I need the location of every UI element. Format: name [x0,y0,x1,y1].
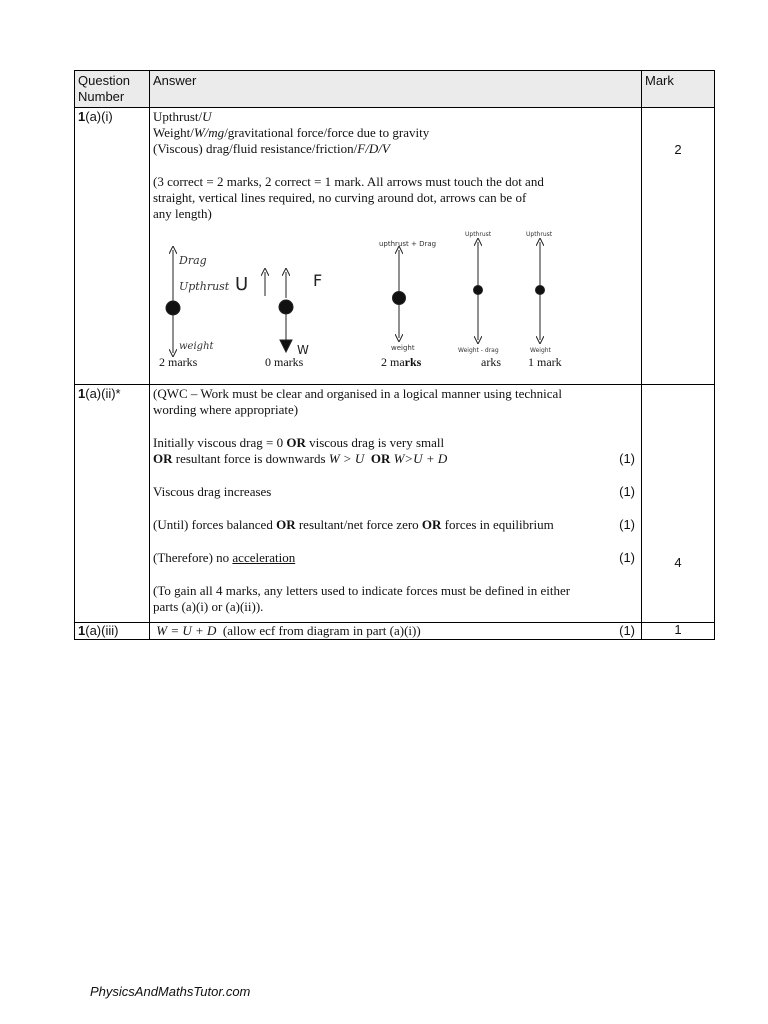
answer-cell: (QWC – Work must be clear and organised in a logical manner using technical wording where appropriate) Initially viscous drag = 0 OR viscous drag is very small OR resultant force is downwards W > U OR W>U + D (1) Viscous drag increases (1) (Until) forces balanced OR resultant/net force zero OR forces in equilibrium (1) (Therefore) no acceleration (1) (To gain all 4 marks, any letters used to indicate forces must be defined in either parts (a)(i) or (a)(ii)). [150,385,642,623]
label-weight-drag: Weight - drag [458,347,499,354]
table-row [75,108,715,385]
label-upthrust-4: Upthrust [465,231,492,238]
label-u: U [235,274,249,295]
question-number: 1(a)(iii) [75,623,150,640]
table-row [75,385,715,623]
caption-4: arks [481,355,501,369]
caption-1: 2 marks [159,355,198,369]
table-row [75,623,715,640]
diagram-5 [536,242,545,340]
label-f: F [313,271,323,290]
label-weight-3: weight [391,344,415,352]
footer-site: PhysicsAndMathsTutor.com [90,984,251,999]
caption-5: 1 mark [528,355,562,369]
label-upthrust-drag: upthrust + Drag [379,240,437,248]
label-upthrust: Upthrust [179,280,230,293]
mark-scheme-table [74,70,715,640]
label-drag: Drag [179,254,207,267]
label-weight-5: Weight [530,347,551,354]
mark-value: 2 [674,142,682,157]
mark-cell [642,385,715,623]
label-w: W [297,343,309,357]
diagram-1 [166,250,180,353]
caption-3: 2 marks [381,355,422,369]
header-answer: Answer [150,71,642,108]
label-weight: weight [179,341,214,352]
question-number: 1(a)(ii)* [75,385,150,623]
header-question: Question Number [75,71,150,108]
label-upthrust-5: Upthrust [526,231,553,238]
mark-value: 1 [642,623,715,640]
mark-cell [642,108,715,385]
answer-cell: Upthrust/U Weight/W/mg/gravitational force/force due to gravity (Viscous) drag/fluid resistance/friction/F/D/V (3 correct = 2 marks, 2 correct = 1 mark. All arrows must touch the dot and straight, vertical lines required, no curving around dot, arrows can be of any length) Drag Upthrust weight U F W upthrust + Drag weight Upthrust Weight - drag Upthrust Weight 2 marks 0 marks 2 marks arks 1 mark [150,108,642,385]
diagram-4 [474,242,483,340]
diagram-3 [393,250,406,338]
force-diagrams [153,228,638,368]
force-diagram-sketches [153,228,639,368]
answer-cell: W = U + D (allow ecf from diagram in part (a)(i)) (1) [150,623,642,640]
header-mark: Mark [642,71,715,108]
mark-value: 4 [674,555,682,570]
caption-2: 0 marks [265,355,304,369]
diagram-2 [265,272,293,352]
question-number: 1(a)(i) [75,108,150,385]
header-row [75,71,715,108]
